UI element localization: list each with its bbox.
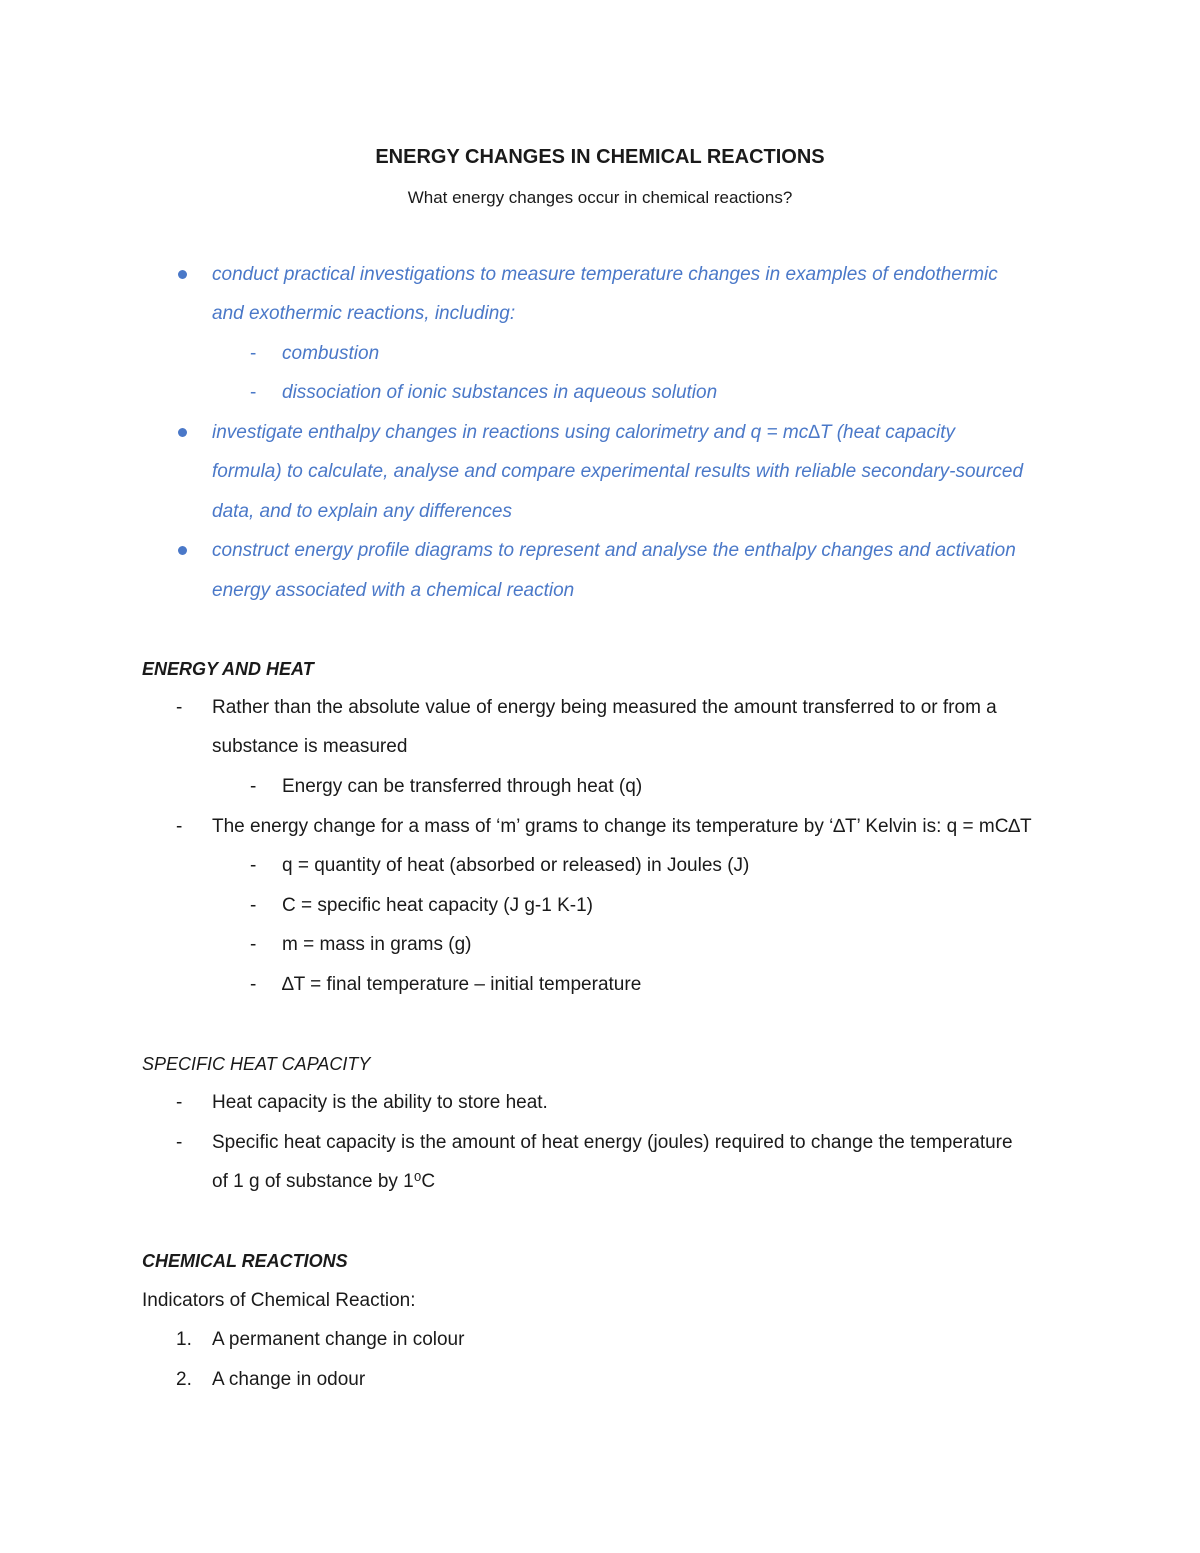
- outcome-2-line-2: formula) to calculate, analyse and compare experimental results with reliable secondary-sourced: [212, 461, 1024, 482]
- energy-heat-point-2: The energy change for a mass of ‘m’ grams to change its temperature by ‘∆T’ Kelvin is: q = mC∆T: [212, 816, 1032, 837]
- section-heading-specific-heat: SPECIFIC HEAT CAPACITY: [142, 1054, 371, 1074]
- chemical-reactions-intro: Indicators of Chemical Reaction:: [142, 1290, 416, 1311]
- outcome-1-line-1: conduct practical investigations to measure temperature changes in examples of endothermic: [212, 264, 998, 285]
- page-title: ENERGY CHANGES IN CHEMICAL REACTIONS: [375, 146, 825, 168]
- dash-icon: -: [250, 934, 257, 955]
- outcome-1-line-2: and exothermic reactions, including:: [212, 303, 516, 324]
- dash-icon: -: [250, 855, 257, 876]
- dash-icon: -: [250, 382, 257, 403]
- outcome-1-sub-2: dissociation of ionic substances in aqueous solution: [282, 382, 718, 403]
- list-number: 2.: [176, 1369, 192, 1390]
- specific-heat-point-2-line-2: of 1 g of substance by 1⁰C: [212, 1171, 436, 1192]
- energy-heat-point-1-line-2: substance is measured: [212, 736, 408, 757]
- list-item: A permanent change in colour: [212, 1329, 465, 1350]
- bullet-icon: [178, 428, 187, 437]
- dash-icon: -: [250, 343, 257, 364]
- specific-heat-point-2-line-1: Specific heat capacity is the amount of heat energy (joules) required to change the temperature: [212, 1132, 1013, 1153]
- specific-heat-point-1: Heat capacity is the ability to store heat.: [212, 1092, 548, 1113]
- bullet-icon: [178, 546, 187, 555]
- energy-heat-point-1-sub-1: Energy can be transferred through heat (q): [282, 776, 643, 797]
- list-number: 1.: [176, 1329, 192, 1350]
- dash-icon: -: [250, 974, 257, 995]
- dash-icon: -: [176, 697, 183, 718]
- dash-icon: -: [176, 1092, 183, 1113]
- dash-icon: -: [250, 776, 257, 797]
- energy-heat-point-2-sub-3: m = mass in grams (g): [282, 934, 472, 955]
- energy-heat-point-2-sub-4: ∆T = final temperature – initial temperature: [282, 974, 642, 995]
- page-subtitle: What energy changes occur in chemical reactions?: [407, 188, 793, 207]
- dash-icon: -: [176, 1132, 183, 1153]
- bullet-icon: [178, 270, 187, 279]
- dash-icon: -: [176, 816, 183, 837]
- outcome-3-line-2: energy associated with a chemical reaction: [212, 580, 575, 601]
- energy-heat-point-2-sub-2: C = specific heat capacity (J g-1 K-1): [282, 895, 593, 916]
- dash-icon: -: [250, 895, 257, 916]
- outcome-2-line-1: investigate enthalpy changes in reactions using calorimetry and q = mc∆T (heat capacity: [212, 422, 955, 443]
- section-heading-energy-heat: ENERGY AND HEAT: [142, 659, 314, 679]
- outcome-3-line-1: construct energy profile diagrams to represent and analyse the enthalpy changes and activation: [212, 540, 1016, 561]
- energy-heat-point-2-sub-1: q = quantity of heat (absorbed or released) in Joules (J): [282, 855, 750, 876]
- outcome-2-line-3: data, and to explain any differences: [212, 501, 512, 522]
- outcome-1-sub-1: combustion: [282, 343, 380, 364]
- list-item: A change in odour: [212, 1369, 366, 1390]
- section-heading-chemical-reactions: CHEMICAL REACTIONS: [142, 1251, 348, 1271]
- energy-heat-point-1-line-1: Rather than the absolute value of energy being measured the amount transferred to or from a: [212, 697, 997, 718]
